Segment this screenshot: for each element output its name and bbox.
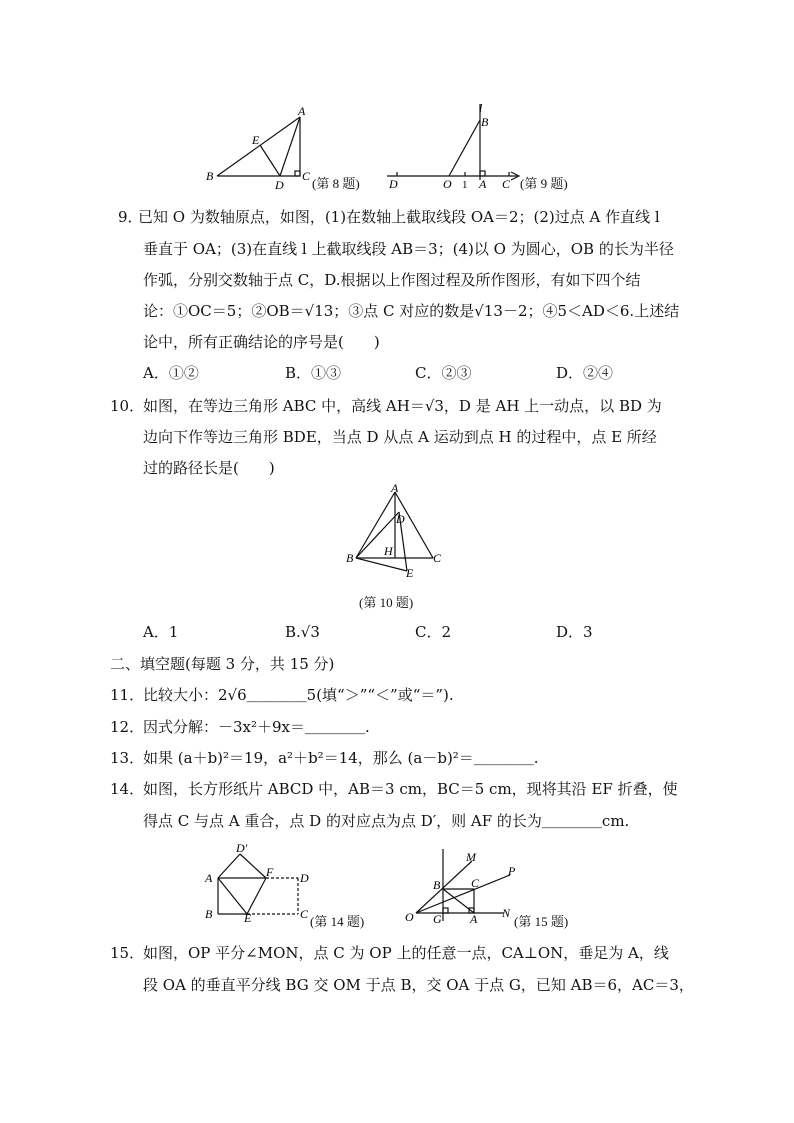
label-e: E [252,133,260,147]
fig10-caption: (第 10 题) [359,595,414,610]
segment-ad [280,117,300,176]
label-c: C [302,169,311,183]
segment-dpf [240,854,266,878]
right-angle-mark [295,171,300,176]
section-2-title: 二、填空题(每题 3 分，共 15 分) [110,655,335,673]
q10-line-1: 如图，在等边三角形 ABC 中，高线 AH＝√3，D 是 AH 上一动点，以 BD 为 [143,397,662,415]
q9-number: 9． [118,208,143,226]
label-c: C [471,876,480,890]
label-g: G [433,912,442,926]
q9-option-c[interactable]: C．②③ [415,364,472,382]
q9-line-4: 论：①OC＝5；②OB＝√13；③点 C 对应的数是√13－2；④5＜AD＜6.上述结 [143,302,680,320]
label-dp: D′ [236,841,248,855]
q13-text: 如果 (a＋b)²＝19，a²＋b²＝14，那么 (a－b)²＝＿＿＿＿. [143,749,539,767]
segment-ob [449,120,480,176]
label-c: C [300,907,309,921]
label-c: C [502,177,511,191]
q9-option-a[interactable]: A．①② [143,364,199,382]
segment-be [356,558,407,571]
label-m: M [466,850,476,864]
label-b: B [206,169,214,183]
segment-ae [218,878,247,914]
right-angle-g [443,908,448,913]
label-d: D [389,177,398,191]
label-d: D [300,871,309,885]
q10-number: 10． [110,397,145,415]
q11-text: 比较大小：2√6＿＿＿＿5(填“＞”“＜”或“＝”). [143,686,454,704]
q10-line-2: 边向下作等边三角形 BDE，当点 D 从点 A 运动到点 H 的过程中，点 E 所经 [143,428,657,446]
label-l: l [479,101,483,115]
label-f: F [266,865,274,879]
label-b: B [205,907,213,921]
label-h: H [384,544,393,558]
q10-option-d[interactable]: D．3 [556,623,593,641]
segment-adp [218,854,240,878]
figure-9 [383,100,533,195]
label-a: A [205,871,213,885]
figure-14 [200,840,315,922]
q14-line-2: 得点 C 与点 A 重合，点 D 的对应点为点 D′，则 AF 的长为＿＿＿＿cm. [143,812,630,830]
q10-option-c[interactable]: C．2 [415,623,452,641]
q15-number: 15． [110,944,145,962]
q15-line-2: 段 OA 的垂直平分线 BG 交 OM 于点 B，交 OA 于点 G，已知 AB＝6，AC＝3， [143,976,694,994]
label-e: E [406,566,414,580]
label-b: B [433,878,441,892]
right-angle-mark [480,171,485,176]
fig14-caption: (第 14 题) [310,914,365,929]
label-b: B [481,115,489,129]
label-a: A [470,912,478,926]
fig8-caption: (第 8 题) [312,176,360,191]
q10-option-b[interactable]: B.√3 [285,623,320,641]
label-a: A [479,177,487,191]
q9-line-1: 已知 O 为数轴原点，如图，(1)在数轴上截取线段 OA＝2；(2)过点 A 作直线 l [138,208,660,226]
label-d: D [396,512,405,526]
q9-line-2: 垂直于 OA；(3)在直线 l 上截取线段 AB＝3；(4)以 O 为圆心，OB 的长为半径 [143,240,674,258]
label-d: D [275,178,284,192]
figure-15 [400,845,525,927]
figure-10 [340,480,450,585]
q9-option-d[interactable]: D．②④ [556,364,614,382]
label-p: P [508,864,516,878]
q9-option-b[interactable]: B．①③ [285,364,342,382]
segment-ef [247,878,266,914]
label-n: N [502,906,511,920]
label-e: E [244,911,252,922]
q10-option-a[interactable]: A．1 [143,623,179,641]
q14-number: 14． [110,780,145,798]
label-o: O [443,177,452,191]
q10-line-3: 过的路径长是( ) [143,459,275,477]
q12-text: 因式分解：－3x²＋9x＝＿＿＿＿. [143,718,370,736]
fig15-caption: (第 15 题) [514,914,569,929]
segment-ed [260,145,280,176]
label-a: A [298,104,306,118]
q13-number: 13． [110,749,145,767]
q9-line-5: 论中，所有正确结论的序号是( ) [143,333,380,351]
q14-line-1: 如图，长方形纸片 ABCD 中，AB＝3 cm，BC＝5 cm，现将其沿 EF 折叠，使 [143,780,678,798]
q15-line-1: 如图，OP 平分∠MON，点 C 为 OP 上的任意一点，CA⊥ON，垂足为 A，线 [143,944,669,962]
q11-number: 11． [110,686,145,704]
fig9-caption: (第 9 题) [520,176,568,191]
label-a: A [391,481,399,495]
label-o: O [405,910,414,924]
label-b: B [346,551,354,565]
q9-line-3: 作弧，分别交数轴于点 C，D.根据以上作图过程及所作图形，有如下四个结 [143,271,641,289]
label-1: 1 [462,179,468,191]
label-c: C [433,551,442,565]
ray-op [416,875,510,913]
q12-number: 12． [110,718,145,736]
